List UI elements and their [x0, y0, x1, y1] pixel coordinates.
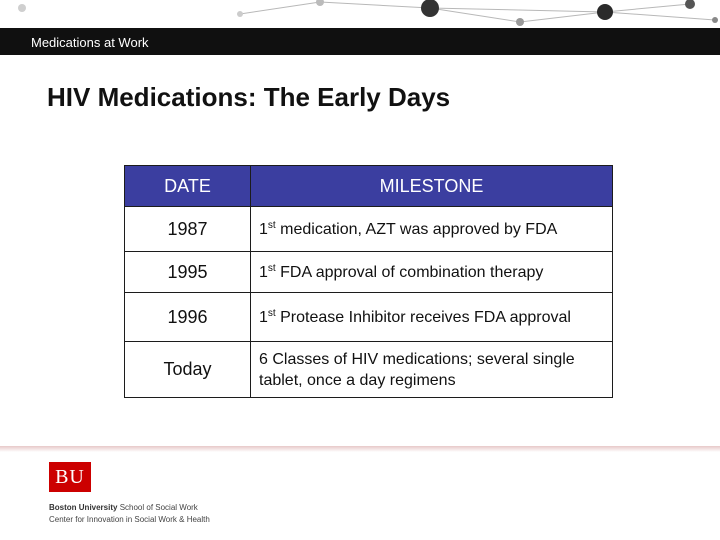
milestone-cell	[251, 293, 613, 342]
bu-logo: BU	[49, 462, 91, 492]
center-name: Center for Innovation in Social Work & Health	[49, 515, 210, 524]
milestone-cell	[251, 207, 613, 252]
ordinal-number: 1	[259, 220, 268, 238]
date-cell: 1987	[125, 207, 251, 252]
ordinal-suffix: st	[267, 262, 276, 274]
date-cell: 1996	[125, 293, 251, 342]
table-row	[125, 207, 613, 252]
section-label: Medications at Work	[31, 35, 149, 50]
milestone-text: FDA approval of combination therapy	[275, 263, 544, 281]
school-name	[49, 503, 198, 512]
molecule-network-decoration	[0, 0, 720, 28]
ordinal-suffix: st	[267, 307, 276, 319]
table-header-row	[125, 166, 613, 207]
milestone-cell	[251, 252, 613, 293]
milestone-cell: 6 Classes of HIV medications; several single tablet, once a day regimens	[251, 342, 613, 398]
university-name: Boston University	[49, 503, 118, 512]
milestone-text: Protease Inhibitor receives FDA approval	[275, 308, 571, 326]
table-row	[125, 293, 613, 342]
milestone-column-header: MILESTONE	[251, 166, 613, 207]
date-cell: 1995	[125, 252, 251, 293]
ordinal-suffix: st	[267, 219, 276, 231]
footer-divider	[0, 446, 720, 452]
ordinal-number: 1	[259, 263, 268, 281]
date-column-header: DATE	[125, 166, 251, 207]
milestone-text: medication, AZT was approved by FDA	[275, 220, 558, 238]
header-bar	[0, 28, 720, 55]
date-cell: Today	[125, 342, 251, 398]
ordinal-number: 1	[259, 308, 268, 326]
table-row	[125, 342, 613, 398]
milestone-table	[124, 165, 613, 398]
school-label: School of Social Work	[117, 503, 198, 512]
table-row	[125, 252, 613, 293]
slide-title: HIV Medications: The Early Days	[47, 82, 451, 112]
